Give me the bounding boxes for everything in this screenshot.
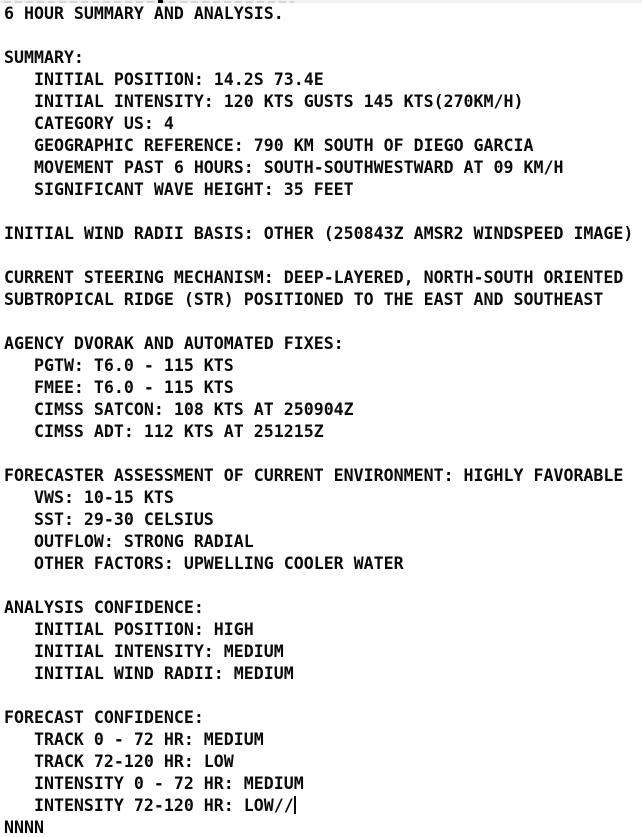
text-line: CIMSS ADT: 112 KTS AT 251215Z <box>4 422 324 441</box>
text-line: TRACK 0 - 72 HR: MEDIUM <box>4 730 264 749</box>
text-line: FMEE: T6.0 - 115 KTS <box>4 378 234 397</box>
text-line: SUMMARY: <box>4 48 84 67</box>
text-line: CURRENT STEERING MECHANISM: DEEP-LAYERED, NORTH-SOUTH ORIENTED <box>4 268 624 287</box>
text-line: INITIAL POSITION: 14.2S 73.4E <box>4 70 324 89</box>
text-line: INTENSITY 0 - 72 HR: MEDIUM <box>4 774 304 793</box>
text-line: ANALYSIS CONFIDENCE: <box>4 598 204 617</box>
text-line: NNNN <box>4 818 44 837</box>
text-line <box>4 245 640 267</box>
text-line: CATEGORY US: 4 <box>4 114 174 133</box>
text-line: INITIAL WIND RADII: MEDIUM <box>4 664 294 683</box>
text-line: INITIAL WIND RADII BASIS: OTHER (250843Z AMSR2 WINDSPEED IMAGE) <box>4 224 634 243</box>
text-line: 6 HOUR SUMMARY AND ANALYSIS. <box>4 4 284 23</box>
text-line: SIGNIFICANT WAVE HEIGHT: 35 FEET <box>4 180 354 199</box>
text-line: INITIAL INTENSITY: MEDIUM <box>4 642 284 661</box>
text-line: GEOGRAPHIC REFERENCE: 790 KM SOUTH OF DIEGO GARCIA <box>4 136 534 155</box>
document-lines <box>4 3 640 837</box>
text-line <box>4 311 640 333</box>
text-line <box>4 201 640 223</box>
text-line <box>4 685 640 707</box>
text-line: FORECAST CONFIDENCE: <box>4 708 204 727</box>
text-line: FORECASTER ASSESSMENT OF CURRENT ENVIRONMENT: HIGHLY FAVORABLE <box>4 466 624 485</box>
text-line: CIMSS SATCON: 108 KTS AT 250904Z <box>4 400 354 419</box>
text-line: VWS: 10-15 KTS <box>4 488 174 507</box>
text-line: MOVEMENT PAST 6 HOURS: SOUTH-SOUTHWESTWARD AT 09 KM/H <box>4 158 564 177</box>
text-line <box>4 25 640 47</box>
text-line: OUTFLOW: STRONG RADIAL <box>4 532 254 551</box>
text-line: SST: 29-30 CELSIUS <box>4 510 214 529</box>
text-cursor <box>294 796 296 814</box>
text-line: INTENSITY 72-120 HR: LOW// <box>4 796 294 815</box>
text-line: AGENCY DVORAK AND AUTOMATED FIXES: <box>4 334 344 353</box>
text-line: SUBTROPICAL RIDGE (STR) POSITIONED TO THE EAST AND SOUTHEAST <box>4 290 604 309</box>
text-line: TRACK 72-120 HR: LOW <box>4 752 234 771</box>
text-line: INITIAL POSITION: HIGH <box>4 620 254 639</box>
text-line: PGTW: T6.0 - 115 KTS <box>4 356 234 375</box>
text-line: INITIAL INTENSITY: 120 KTS GUSTS 145 KTS(270KM/H) <box>4 92 524 111</box>
document-text-area[interactable] <box>4 3 640 837</box>
text-line: OTHER FACTORS: UPWELLING COOLER WATER <box>4 554 404 573</box>
text-line <box>4 575 640 597</box>
text-line <box>4 443 640 465</box>
